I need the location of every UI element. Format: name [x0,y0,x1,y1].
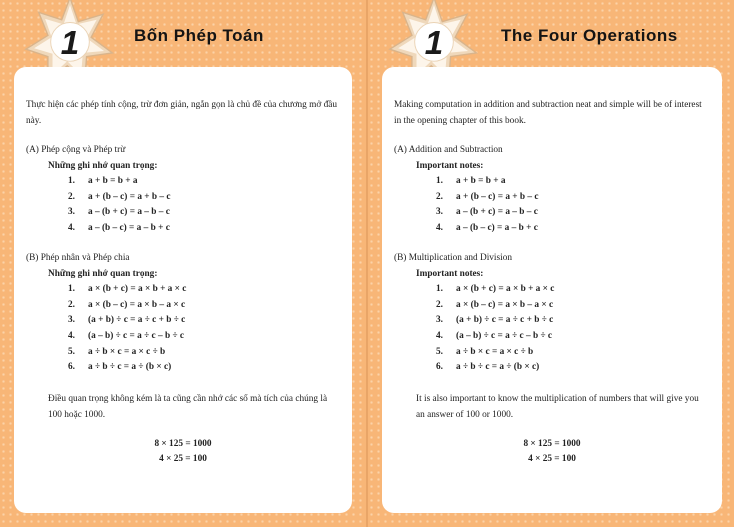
result-line: 8 × 125 = 1000 [523,439,581,450]
section-title: (B) Multiplication and Division [394,252,513,263]
formula-row: 5. a ÷ b × c = a × c ÷ b [68,346,166,357]
formula-row: 3. a – (b + c) = a – b – c [436,207,538,218]
section-a [394,142,710,237]
formula-row: 1. a + b = b + a [436,176,506,186]
content-card [14,67,352,513]
formula-row: 3. (a + b) ÷ c = a ÷ c + b ÷ c [68,315,186,326]
formula-row: 4. (a – b) ÷ c = a ÷ c – b ÷ c [436,330,553,341]
chapter-number: 1 [424,24,444,62]
intro-text: Making computation in addition and subtraction neat and simple will be of interest in the opening chapter of this book. [394,100,702,126]
formula-row: 2. a + (b – c) = a + b – c [436,191,539,202]
content-card [382,67,722,513]
section-title: (A) Addition and Subtraction [394,145,503,155]
formula-row: 4. (a – b) ÷ c = a ÷ c – b ÷ c [68,330,185,341]
notes-heading: Important notes: [416,161,484,171]
notes-heading: Những ghi nhớ quan trọng: [48,268,158,279]
result-line: 4 × 25 = 100 [159,454,207,465]
formula-row: 1. a × (b + c) = a × b + a × c [68,283,187,294]
formula-row: 4. a – (b – c) = a – b + c [436,223,538,234]
chapter-title: The Four Operations [501,26,678,45]
notes-heading: Important notes: [416,268,484,279]
section-a [26,142,340,237]
right-page [368,0,734,527]
results-block [26,437,340,467]
section-title: (A) Phép cộng và Phép trừ [26,145,126,155]
section-b [394,250,710,376]
formula-row: 2. a × (b – c) = a × b – a × c [68,299,186,310]
formula-row: 3. (a + b) ÷ c = a ÷ c + b ÷ c [436,315,554,326]
result-line: 4 × 25 = 100 [528,454,576,465]
chapter-number: 1 [60,24,80,62]
closing-text: It is also important to know the multiplication of numbers that will give you an answer of 100 or 1000. [416,394,699,421]
results-block [394,437,710,467]
section-b [26,250,340,376]
formula-row: 2. a × (b – c) = a × b – a × c [436,299,554,310]
left-page [0,0,366,527]
result-line: 8 × 125 = 1000 [154,439,212,450]
formula-row: 1. a × (b + c) = a × b + a × c [436,283,555,294]
formula-row: 2. a + (b – c) = a + b – c [68,191,171,202]
closing-text: Điều quan trọng không kém là ta cũng cần nhớ các số mà tích của chúng là 100 hoặc 1000. [48,394,328,421]
notes-heading: Những ghi nhớ quan trọng: [48,161,158,171]
chapter-title: Bốn Phép Toán [134,26,264,45]
formula-row: 6. a ÷ b ÷ c = a ÷ (b × c) [436,362,540,373]
formula-row: 1. a + b = b + a [68,176,138,186]
formula-row: 4. a – (b – c) = a – b + c [68,223,170,234]
formula-row: 3. a – (b + c) = a – b – c [68,207,170,218]
formula-row: 6. a ÷ b ÷ c = a ÷ (b × c) [68,362,172,373]
formula-row: 5. a ÷ b × c = a × c ÷ b [436,346,534,357]
intro-text: Thực hiện các phép tính cộng, trừ đơn giản, ngắn gọn là chủ đề của chương mở đầu này. [26,100,338,126]
section-title: (B) Phép nhân và Phép chia [26,252,130,263]
